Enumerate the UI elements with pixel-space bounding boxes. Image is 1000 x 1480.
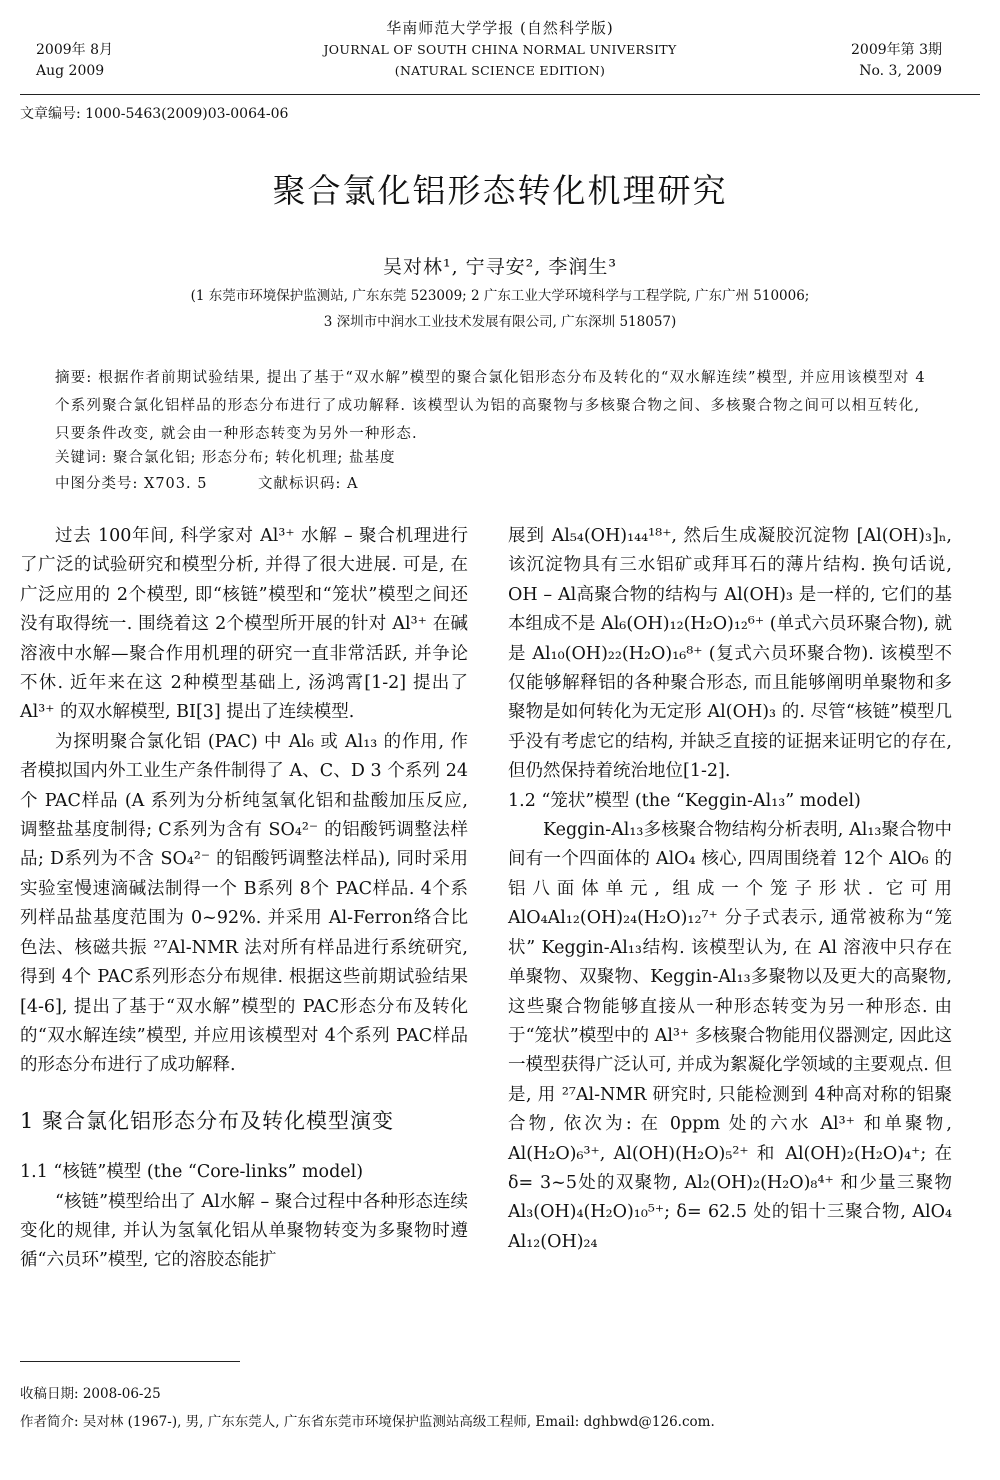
- section-heading: 1 聚合氯化铝形态分布及转化模型演变: [20, 1108, 395, 1133]
- classification-number: 中图分类号: X703. 5: [55, 476, 208, 492]
- journal-edition: (NATURAL SCIENCE EDITION): [394, 63, 606, 78]
- footnote-rule: [20, 1361, 240, 1362]
- header-date: [36, 40, 113, 82]
- header-issue: [851, 40, 942, 82]
- abstract: 摘要: 根据作者前期试验结果, 提出了基于“双水解”模型的聚合氯化铝形态分布及转化的“双水解连续”模型, 并应用该模型对 4 个系列聚合氯化铝样品的形态分布进行了成功解释. 该模型认为铝的高聚物与多核聚合物之间、多核聚合物之间可以相互转化, 只要条件改变, 就会由一种形态转变为另外一种形态.: [55, 370, 926, 442]
- paragraph: Keggin-Al₁₃多核聚合物结构分析表明, Al₁₃聚合物中间有一个四面体的 AlO₄ 核心, 四周围绕着 12个 AlO₆ 的铝八面体单元, 组成一个笼子形状. 它可用 AlO₄Al₁₂(OH)₂₄(H₂O)₁₂⁷⁺ 分子式表示, 通常被称为“笼状” Keggin-Al₁₃结构. 该模型认为, 在 Al 溶液中只存在单聚物、双聚物、Keggin-Al₁₃多聚物以及更大的高聚物, 这些聚合物能够直接从一种形态转变为另一种形态. 由于“笼状”模型中的 Al³⁺ 多核聚合物能用仪器测定, 因此这一模型获得广泛认可, 并成为絮凝化学领域的主要观点. 但是, 用 ²⁷Al-NMR 研究时, 只能检测到 4种高对称的铝聚合物, 依次为: 在 0ppm 处的六水 Al³⁺ 和单聚物, Al(H₂O)₆³⁺, Al(OH)(H₂O)₅²⁺ 和 Al(OH)₂(H₂O)₄⁺; 在 δ= 3~5处的双聚物, Al₂(OH)₂(H₂O)₈⁴⁺ 和少量三聚物 Al₃(OH)₄(H₂O)₁₀⁵⁺; δ= 62.5 处的铝十三聚合物, AlO₄ Al₁₂(OH)₂₄: [508, 820, 952, 1252]
- author-list: 吴对林¹, 宁寻安², 李润生³: [382, 256, 617, 278]
- article-title: 聚合氯化铝形态转化机理研究: [272, 171, 728, 210]
- journal-header: [250, 18, 750, 81]
- issue-en: No. 3, 2009: [859, 63, 942, 79]
- received-date: 收稿日期: 2008-06-25: [20, 1386, 161, 1402]
- document-code: 文献标识码: A: [258, 476, 359, 492]
- paragraph: “核链”模型给出了 Al水解 – 聚合过程中各种形态连续变化的规律, 并认为氢氧化铝从单聚物转变为多聚物时遵循“六员环”模型, 它的溶胶态能扩: [20, 1191, 468, 1271]
- author-bio: 作者简介: 吴对林 (1967-), 男, 广东东莞人, 广东省东莞市环境保护监测站高级工程师, Email: dghbwd@126.com.: [20, 1414, 715, 1430]
- paragraph: 为探明聚合氯化铝 (PAC) 中 Al₆ 或 Al₁₃ 的作用, 作者模拟国内外工业生产条件制得了 A、C、D 3 个系列 24个 PAC样品 (A 系列为分析纯氢氧化铝和盐酸加压反应, 调整盐基度制得; C系列为含有 SO₄²⁻ 的铝酸钙调整法样品; D系列为不含 SO₄²⁻ 的铝酸钙调整法样品), 同时采用实验室慢速滴碱法制得一个 B系列 8个 PAC样品. 4个系列样品盐基度范围为 0~92%. 并采用 Al-Ferron络合比色法、核磁共振 ²⁷Al-NMR 法对所有样品进行系统研究, 得到 4个 PAC系列形态分布规律. 根据这些前期试验结果[4-6], 提出了基于“双水解”模型的 PAC形态分布及转化的“双水解连续”模型, 并应用该模型对 4个系列 PAC样品的形态分布进行了成功解释.: [20, 731, 468, 1076]
- header-rule: [20, 94, 980, 95]
- affiliation-line-2: 3 深圳市中润水工业技术发展有限公司, 广东深圳 518057): [323, 314, 677, 330]
- subsection-heading: 1.2 “笼状”模型 (the “Keggin-Al₁₃” model): [508, 790, 861, 811]
- journal-name-en: JOURNAL OF SOUTH CHINA NORMAL UNIVERSITY: [323, 42, 677, 57]
- body-right-column: [508, 522, 952, 1257]
- subsection-heading: 1.1 “核链”模型 (the “Core-links” model): [20, 1162, 364, 1183]
- keywords: 关键词: 聚合氯化铝; 形态分布; 转化机理; 盐基度: [55, 450, 396, 466]
- journal-name-cn: 华南师范大学学报 (自然科学版): [386, 19, 614, 37]
- paragraph: 过去 100年间, 科学家对 Al³⁺ 水解 – 聚合机理进行了广泛的试验研究和模型分析, 并得了很大进展. 可是, 在广泛应用的 2个模型, 即“核链”模型和“笼状”模型之间还没有取得统一. 围绕着这 2个模型所开展的针对 Al³⁺ 在碱溶液中水解—聚合作用机理的研究一直非常活跃, 并争论不休. 近年来在这 2种模型基础上, 汤鸿霄[1-2] 提出了 Al³⁺ 的双水解模型, BI[3] 提出了连续模型.: [20, 526, 468, 723]
- issue-cn: 2009年第 3期: [851, 42, 942, 58]
- date-cn: 2009年 8月: [36, 42, 113, 58]
- paragraph: 展到 Al₅₄(OH)₁₄₄¹⁸⁺, 然后生成凝胶沉淀物 [Al(OH)₃]ₙ, 该沉淀物具有三水铝矿或拜耳石的薄片结构. 换句话说, OH – Al高聚合物的结构与 Al(OH)₃ 是一样的, 它们的基本组成不是 Al₆(OH)₁₂(H₂O)₁₂⁶⁺ (单式六员环聚合物), 就是 Al₁₀(OH)₂₂(H₂O)₁₆⁸⁺ (复式六员环聚合物). 该模型不仅能够解释铝的各种聚合形态, 而且能够阐明单聚物和多聚物是如何转化为无定形 Al(OH)₃ 的. 尽管“核链”模型几乎没有考虑它的结构, 并缺乏直接的证据来证明它的存在, 但仍然保持着统治地位[1-2].: [508, 526, 953, 782]
- article-number: 文章编号: 1000-5463(2009)03-0064-06: [20, 106, 289, 122]
- body-left-column: [20, 522, 468, 1276]
- affiliation-line-1: (1 东莞市环境保护监测站, 广东东莞 523009; 2 广东工业大学环境科学与工程学院, 广东广州 510006;: [190, 288, 810, 304]
- date-en: Aug 2009: [36, 63, 105, 79]
